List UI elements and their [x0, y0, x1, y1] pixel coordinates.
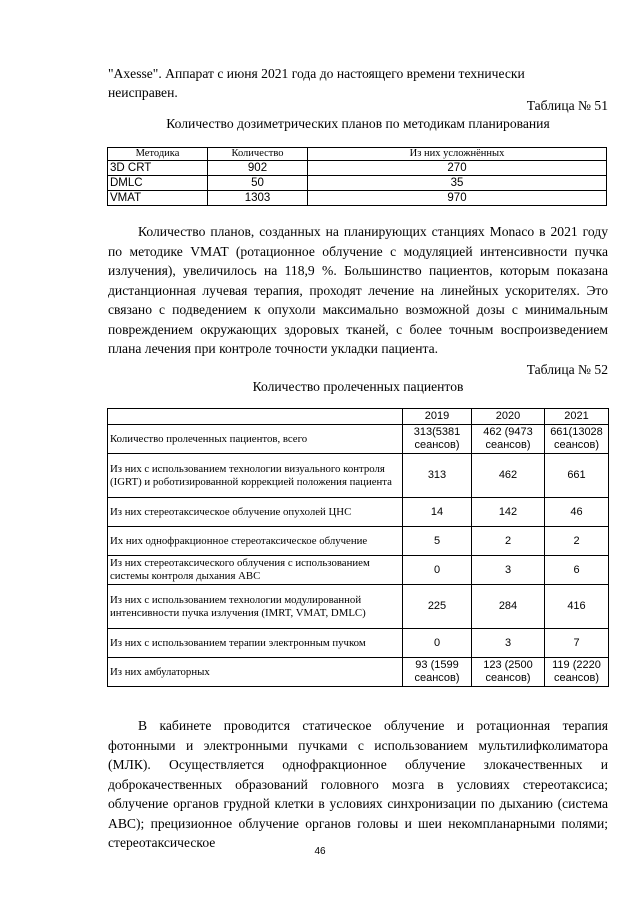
table-cell: 5 [403, 527, 472, 556]
table-cell: 1303 [208, 191, 308, 206]
table-cell: Из них стереотаксическое облучение опухолей ЦНС [108, 498, 403, 527]
table-cell: 661 [545, 454, 609, 498]
table-cell: Их них однофракционное стереотаксическое облучение [108, 527, 403, 556]
table-header-cell: 2021 [545, 409, 609, 425]
table-cell: Из них с использованием технологии визуального контроля (IGRT) и роботизированной коррекцией положения пациента [108, 454, 403, 498]
table-cell: 3D CRT [108, 161, 208, 176]
table-row [108, 176, 607, 191]
table-row [108, 425, 609, 454]
paragraph-2: В кабинете проводится статическое облучение и ротационная терапия фотонными и электронными пучками с использованием мультилифколиматора (МЛК). Осуществляется однофракционное облучение злокачественных и доброкачественных образований головного мозга в условиях стереотаксиса; облучение органов грудной клетки в условиях синхронизации по дыханию (система ABC); прецизионное облучение органов головы и шеи некомпланарными полями; стереотаксическое [108, 718, 608, 850]
table-cell: 270 [308, 161, 607, 176]
table52-label: Таблица № 52 [526, 362, 608, 377]
table-header-row [108, 409, 609, 425]
table-row [108, 585, 609, 629]
table-cell: 970 [308, 191, 607, 206]
table-cell: 661(13028 сеансов) [545, 425, 609, 454]
table-cell: 462 [472, 454, 545, 498]
table-row [108, 629, 609, 658]
table-row [108, 527, 609, 556]
table-cell: 6 [545, 556, 609, 585]
intro-line-1: "Axesse". Аппарат с июня 2021 года до настоящего времени технически [108, 66, 525, 81]
table-cell: 35 [308, 176, 607, 191]
table-cell: 50 [208, 176, 308, 191]
table-row [108, 454, 609, 498]
table-51 [107, 147, 607, 206]
table-cell: 142 [472, 498, 545, 527]
table-cell: 462 (9473 сеансов) [472, 425, 545, 454]
table-cell: 119 (2220 сеансов) [545, 658, 609, 687]
table-header-cell: Из них усложнённых [308, 148, 607, 161]
table-cell: 0 [403, 556, 472, 585]
table-row [108, 161, 607, 176]
table-row [108, 556, 609, 585]
table-cell: 313(5381 сеансов) [403, 425, 472, 454]
table-cell: 7 [545, 629, 609, 658]
table-cell: 3 [472, 629, 545, 658]
table-row [108, 191, 607, 206]
table51-title: Количество дозиметрических планов по методикам планирования [166, 116, 550, 131]
table-header-row [108, 148, 607, 161]
table-cell: Из них с использованием технологии модулированной интенсивности пучка излучения (IMRT, VMAT, DMLC) [108, 585, 403, 629]
table-cell: Из них с использованием терапии электронным пучком [108, 629, 403, 658]
intro-line-2: неисправен. [108, 85, 178, 100]
table-cell: 2 [545, 527, 609, 556]
table-cell: 225 [403, 585, 472, 629]
table51-label: Таблица № 51 [526, 98, 608, 113]
table-cell: DMLC [108, 176, 208, 191]
table-cell: 123 (2500 сеансов) [472, 658, 545, 687]
table-cell: 416 [545, 585, 609, 629]
table-cell: 3 [472, 556, 545, 585]
table-cell: 2 [472, 527, 545, 556]
table-cell: Из них амбулаторных [108, 658, 403, 687]
table-cell: Из них стереотаксического облучения с использованием системы контроля дыхания ABC [108, 556, 403, 585]
table-cell: 902 [208, 161, 308, 176]
table-52 [107, 408, 609, 687]
table-cell: 313 [403, 454, 472, 498]
table-header-cell: Количество [208, 148, 308, 161]
table-header-cell: 2020 [472, 409, 545, 425]
table-cell: 0 [403, 629, 472, 658]
table-cell: Количество пролеченных пациентов, всего [108, 425, 403, 454]
page-number: 46 [314, 846, 326, 857]
table-header-cell [108, 409, 403, 425]
table-row [108, 658, 609, 687]
table-cell: 14 [403, 498, 472, 527]
table-cell: 46 [545, 498, 609, 527]
table-cell: 284 [472, 585, 545, 629]
table-cell: VMAT [108, 191, 208, 206]
table52-title: Количество пролеченных пациентов [252, 379, 464, 394]
table-header-cell: 2019 [403, 409, 472, 425]
paragraph-1: Количество планов, созданных на планирующих станциях Monaco в 2021 году по методике VMAT (ротационное облучение с модуляцией интенсивности пучка излучения), увеличилось на 118,9 %. Большинство пациентов, которым показана дистанционная лучевая терапия, проходят лечение на линейных ускорителях. Это связано с подведением к опухоли максимально возможной дозы с минимальным повреждением окружающих здоровых тканей, с более точным воспроизведением плана лечения при контроле точности укладки пациента. [108, 224, 608, 356]
table-cell: 93 (1599 сеансов) [403, 658, 472, 687]
table-row [108, 498, 609, 527]
table-header-cell: Методика [108, 148, 208, 161]
